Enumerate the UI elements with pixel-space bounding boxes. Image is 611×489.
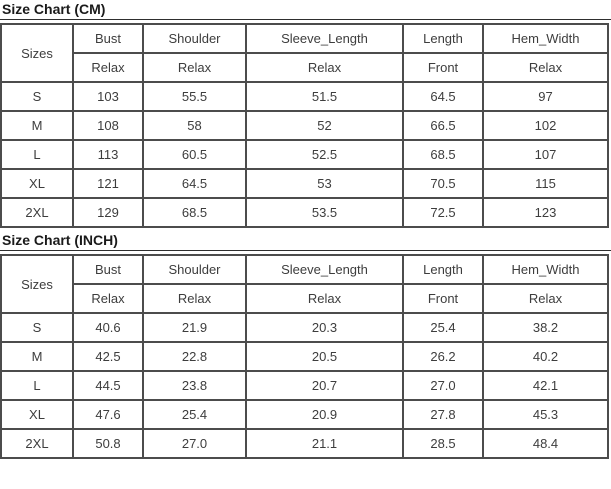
value-cell: 64.5 [143,169,246,198]
size-label-cell: M [1,111,73,140]
value-cell: 20.3 [246,313,403,342]
value-cell: 20.7 [246,371,403,400]
value-cell: 38.2 [483,313,608,342]
value-cell: 53 [246,169,403,198]
table-row-l [1,371,608,400]
section-title-inch: Size Chart (INCH) [0,231,611,251]
value-cell: 103 [73,82,143,111]
subheader-row [1,53,608,82]
value-cell: 42.1 [483,371,608,400]
column-subheader-cell: Front [403,284,483,313]
column-header-cell: Length [403,255,483,284]
table-row-2xl [1,198,608,227]
column-header-cell: Bust [73,255,143,284]
column-subheader-cell: Relax [246,53,403,82]
column-subheader-cell: Relax [143,284,246,313]
value-cell: 26.2 [403,342,483,371]
value-cell: 60.5 [143,140,246,169]
value-cell: 20.5 [246,342,403,371]
value-cell: 45.3 [483,400,608,429]
value-cell: 27.0 [403,371,483,400]
value-cell: 107 [483,140,608,169]
value-cell: 28.5 [403,429,483,458]
column-subheader-cell: Relax [246,284,403,313]
column-header-cell: Shoulder [143,255,246,284]
value-cell: 97 [483,82,608,111]
size-table-inch [0,254,609,459]
value-cell: 51.5 [246,82,403,111]
column-header-cell: Bust [73,24,143,53]
value-cell: 50.8 [73,429,143,458]
value-cell: 22.8 [143,342,246,371]
size-label-cell: S [1,82,73,111]
value-cell: 21.9 [143,313,246,342]
value-cell: 66.5 [403,111,483,140]
header-row [1,255,608,284]
value-cell: 55.5 [143,82,246,111]
table-row-s [1,82,608,111]
column-header-cell: Hem_Width [483,24,608,53]
value-cell: 121 [73,169,143,198]
value-cell: 40.6 [73,313,143,342]
column-subheader-cell: Front [403,53,483,82]
table-row-xl [1,169,608,198]
column-subheader-cell: Relax [73,53,143,82]
column-subheader-cell: Relax [143,53,246,82]
value-cell: 68.5 [403,140,483,169]
value-cell: 23.8 [143,371,246,400]
column-header-cell: Sleeve_Length [246,24,403,53]
size-chart-cm-section [0,0,611,228]
size-table-cm [0,23,609,228]
column-subheader-cell: Relax [73,284,143,313]
value-cell: 21.1 [246,429,403,458]
value-cell: 40.2 [483,342,608,371]
value-cell: 102 [483,111,608,140]
table-row-l [1,140,608,169]
value-cell: 52 [246,111,403,140]
corner-header-cell: Sizes [1,255,73,313]
value-cell: 25.4 [403,313,483,342]
value-cell: 115 [483,169,608,198]
table-row-xl [1,400,608,429]
table-row-m [1,342,608,371]
value-cell: 70.5 [403,169,483,198]
subheader-row [1,284,608,313]
value-cell: 64.5 [403,82,483,111]
column-subheader-cell: Relax [483,53,608,82]
value-cell: 48.4 [483,429,608,458]
value-cell: 42.5 [73,342,143,371]
value-cell: 53.5 [246,198,403,227]
size-label-cell: S [1,313,73,342]
size-label-cell: L [1,140,73,169]
column-subheader-cell: Relax [483,284,608,313]
size-label-cell: 2XL [1,198,73,227]
size-label-cell: M [1,342,73,371]
value-cell: 72.5 [403,198,483,227]
value-cell: 44.5 [73,371,143,400]
value-cell: 113 [73,140,143,169]
value-cell: 123 [483,198,608,227]
value-cell: 25.4 [143,400,246,429]
value-cell: 58 [143,111,246,140]
table-row-s [1,313,608,342]
value-cell: 108 [73,111,143,140]
column-header-cell: Length [403,24,483,53]
table-row-2xl [1,429,608,458]
size-label-cell: 2XL [1,429,73,458]
value-cell: 52.5 [246,140,403,169]
value-cell: 27.0 [143,429,246,458]
size-label-cell: XL [1,169,73,198]
section-title-cm: Size Chart (CM) [0,0,611,20]
corner-header-cell: Sizes [1,24,73,82]
column-header-cell: Hem_Width [483,255,608,284]
column-header-cell: Sleeve_Length [246,255,403,284]
value-cell: 47.6 [73,400,143,429]
value-cell: 27.8 [403,400,483,429]
size-chart-inch-section [0,231,611,459]
value-cell: 20.9 [246,400,403,429]
column-header-cell: Shoulder [143,24,246,53]
value-cell: 68.5 [143,198,246,227]
value-cell: 129 [73,198,143,227]
header-row [1,24,608,53]
table-row-m [1,111,608,140]
size-label-cell: XL [1,400,73,429]
size-label-cell: L [1,371,73,400]
